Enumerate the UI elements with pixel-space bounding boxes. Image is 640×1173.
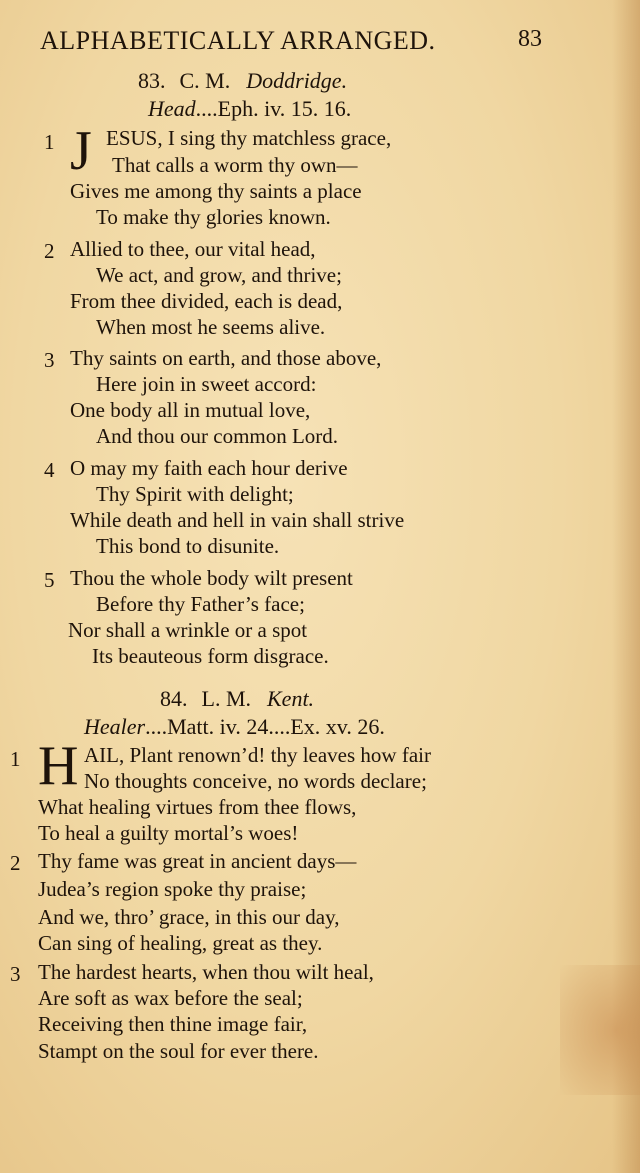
- verse-line: O may my faith each hour derive: [70, 456, 348, 480]
- hymn-tune: Doddridge.: [246, 68, 348, 93]
- hymn-subject: Head: [148, 96, 196, 121]
- verse-line: AIL, Plant renown’d! thy leaves how fair: [84, 743, 431, 767]
- verse-number: 2: [44, 239, 55, 263]
- verse-line: Nor shall a wrinkle or a spot: [68, 618, 308, 642]
- verse-line: To make thy glories known.: [96, 205, 331, 229]
- verse-line: And thou our common Lord.: [96, 424, 339, 448]
- hymn-meter: L. M.: [201, 686, 251, 711]
- verse-number: 5: [44, 568, 55, 592]
- paper-stain: [560, 965, 640, 1095]
- verse-number: 4: [44, 458, 55, 482]
- verse-line: Stampt on the soul for ever there.: [38, 1039, 319, 1063]
- running-title: ALPHABETICALLY ARRANGED.: [40, 26, 436, 55]
- hymn-reference: ....Eph. iv. 15. 16.: [195, 96, 352, 121]
- verse-line: We act, and grow, and thrive;: [96, 263, 342, 287]
- verse-line: Allied to thee, our vital head,: [70, 237, 316, 261]
- verse-line: Thou the whole body wilt present: [70, 566, 353, 590]
- verse-line: That calls a worm thy own—: [112, 153, 358, 177]
- verse-line: Thy fame was great in ancient days—: [38, 849, 357, 873]
- page-number: 83: [518, 26, 542, 52]
- verse-line: Are soft as wax before the seal;: [38, 986, 303, 1010]
- hymn-number: 83.: [138, 68, 166, 93]
- verse-line: Thy Spirit with delight;: [96, 482, 294, 506]
- verse-line: Judea’s region spoke thy praise;: [38, 877, 307, 901]
- verse-line: This bond to disunite.: [96, 534, 280, 558]
- verse-number: 3: [44, 348, 55, 372]
- verse-line: The hardest hearts, when thou wilt heal,: [38, 960, 374, 984]
- verse-line: Can sing of healing, great as they.: [38, 931, 323, 955]
- drop-cap: J: [70, 120, 92, 182]
- verse-line: When most he seems alive.: [96, 315, 326, 339]
- hymn-number: 84.: [160, 686, 188, 711]
- verse-line: Gives me among thy saints a place: [70, 179, 362, 203]
- verse-line: No thoughts conceive, no words declare;: [84, 769, 427, 793]
- verse-line: ESUS, I sing thy matchless grace,: [106, 126, 392, 150]
- verse-line: Before thy Father’s face;: [96, 592, 305, 616]
- hymn-scripture: [148, 96, 351, 122]
- verse-line: Its beauteous form disgrace.: [92, 644, 329, 668]
- hymn-heading: [160, 686, 314, 712]
- hymn-subject: Healer: [84, 714, 146, 739]
- verse-line: Here join in sweet accord:: [96, 372, 317, 396]
- drop-cap: H: [38, 735, 79, 797]
- verse-line: One body all in mutual love,: [70, 398, 311, 422]
- verse-number: 1: [10, 747, 21, 771]
- verse-line: To heal a guilty mortal’s woes!: [38, 821, 299, 845]
- verse-line: While death and hell in vain shall strive: [70, 508, 405, 532]
- verse-line: And we, thro’ grace, in this our day,: [38, 905, 340, 929]
- verse-line: Receiving then thine image fair,: [38, 1012, 308, 1036]
- hymn-tune: Kent.: [267, 686, 315, 711]
- verse-line: Thy saints on earth, and those above,: [70, 346, 382, 370]
- hymn-meter: C. M.: [179, 68, 231, 93]
- verse-number: 2: [10, 851, 21, 875]
- verse-line: From thee divided, each is dead,: [70, 289, 343, 313]
- verse-number: 1: [44, 130, 55, 154]
- hymn-heading: [138, 68, 347, 94]
- verse-number: 3: [10, 962, 21, 986]
- verse-line: What healing virtues from thee flows,: [38, 795, 357, 819]
- hymn-reference: ....Matt. iv. 24....Ex. xv. 26.: [145, 714, 385, 739]
- hymn-scripture: [84, 714, 385, 740]
